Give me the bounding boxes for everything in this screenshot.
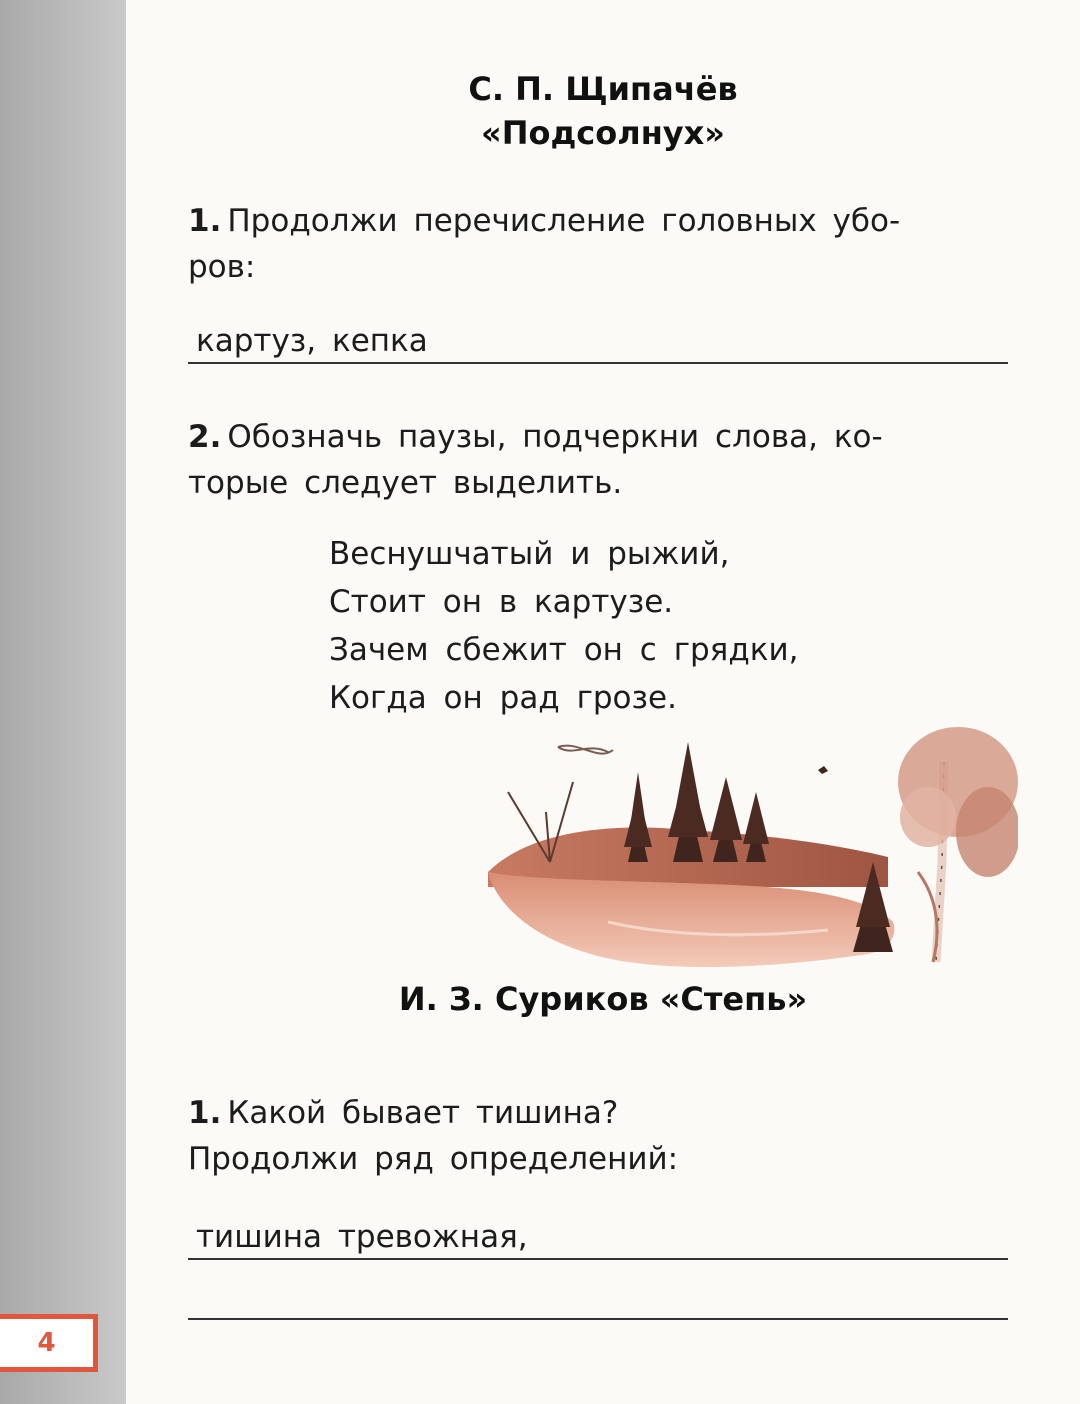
- task-text: торые следует выделить.: [188, 465, 623, 501]
- task-text: ров:: [188, 249, 256, 285]
- poem-stanza: [329, 530, 798, 722]
- task-text: Продолжи перечисление головных убо-: [227, 203, 901, 239]
- poem-line: Стоит он в картузе.: [329, 584, 674, 620]
- landscape-illustration: [488, 722, 1018, 982]
- task-number: 2.: [188, 419, 222, 455]
- section-heading: И. З. Суриков «Степь»: [398, 980, 808, 1018]
- task-silence-prompt: [188, 1090, 1008, 1182]
- answer-line-blank[interactable]: [188, 1318, 1008, 1320]
- task-1-prompt: [188, 198, 1008, 290]
- poem-line: Веснушчатый и рыжий,: [329, 536, 730, 572]
- task-number: 1.: [188, 203, 222, 239]
- task-text: Продолжи ряд определений:: [188, 1141, 679, 1177]
- poem-title: «Подсолнух»: [481, 114, 725, 152]
- workbook-page: [126, 0, 1080, 1404]
- task-text: Какой бывает тишина?: [227, 1095, 619, 1131]
- answer-line-silence[interactable]: тишина тревожная,: [188, 1214, 1008, 1260]
- page-number: 4: [0, 1314, 98, 1372]
- task-text: Обозначь паузы, подчеркни слова, ко-: [227, 419, 883, 455]
- page-margin-strip: [0, 0, 126, 1404]
- answer-line-headwear[interactable]: картуз, кепка: [188, 318, 1008, 364]
- task-2-prompt: [188, 414, 1008, 506]
- poem-line: Когда он рад грозе.: [329, 680, 677, 716]
- task-number: 1.: [188, 1095, 222, 1131]
- author-heading: С. П. Щипачёв: [468, 70, 738, 108]
- poem-line: Зачем сбежит он с грядки,: [329, 632, 799, 668]
